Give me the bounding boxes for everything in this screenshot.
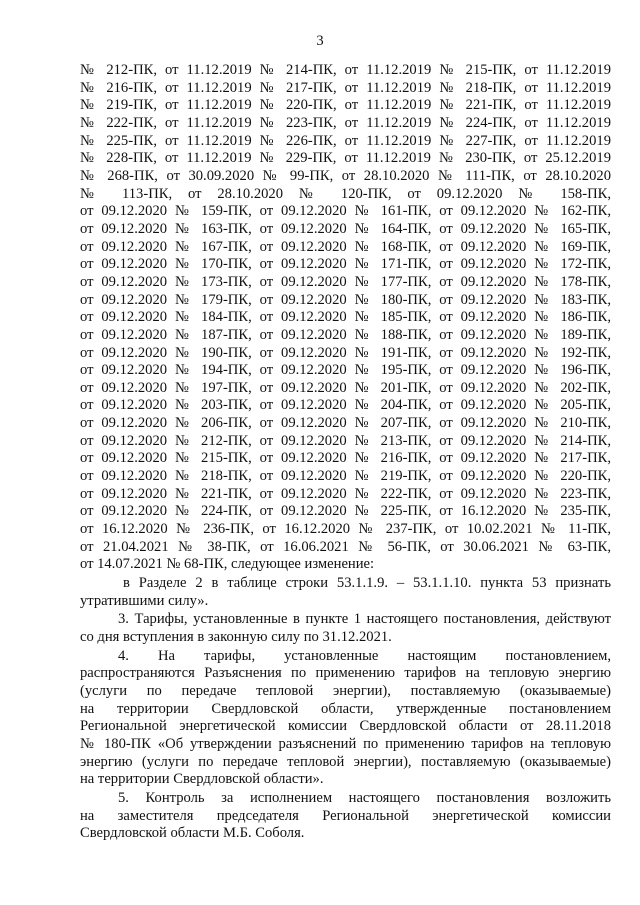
text-line: № 222-ПК, от 11.12.2019 № 223-ПК, от 11.12.2019 № 224-ПК, от 11.12.2019 — [80, 114, 611, 131]
text-line: от 09.12.2020 № 173-ПК, от 09.12.2020 № 177-ПК, от 09.12.2020 № 178-ПК, — [80, 273, 611, 290]
text-line: от 09.12.2020 № 224-ПК, от 09.12.2020 № 225-ПК, от 16.12.2020 № 235-ПК, — [80, 503, 611, 520]
paragraph-4-line: распространяются Разъяснения по применению тарифов на тепловую энергию — [80, 665, 611, 682]
text-line: от 09.12.2020 № 194-ПК, от 09.12.2020 № 195-ПК, от 09.12.2020 № 196-ПК, — [80, 362, 611, 379]
paragraph-4-line: Региональной энергетической комиссии Свердловской области от 28.11.2018 — [80, 718, 611, 735]
paragraph-3-line: со дня вступления в законную силу по 31.12.2021. — [80, 629, 392, 645]
text-line: от 16.12.2020 № 236-ПК, от 16.12.2020 № 237-ПК, от 10.02.2021 № 11-ПК, — [80, 521, 611, 538]
text-line: № 216-ПК, от 11.12.2019 № 217-ПК, от 11.12.2019 № 218-ПК, от 11.12.2019 — [80, 79, 611, 96]
paragraph-4-line: (услуги по передаче тепловой энергии), поставляемую (оказываемые) — [80, 682, 611, 699]
text-line: от 09.12.2020 № 197-ПК, от 09.12.2020 № 201-ПК, от 09.12.2020 № 202-ПК, — [80, 379, 611, 396]
paragraph-4-line: № 180-ПК «Об утверждении разъяснений по применению тарифов на тепловую — [80, 735, 611, 752]
paragraph-4-line: на территории Свердловской области». — [80, 771, 324, 788]
text-line: № 212-ПК, от 11.12.2019 № 214-ПК, от 11.12.2019 № 215-ПК, от 11.12.2019 — [80, 62, 611, 78]
paragraph-4-line: 4. На тарифы, установленные настоящим постановлением, — [118, 647, 611, 664]
text-line: № 219-ПК, от 11.12.2019 № 220-ПК, от 11.12.2019 № 221-ПК, от 11.12.2019 — [80, 97, 611, 114]
text-line: от 09.12.2020 № 167-ПК, от 09.12.2020 № 168-ПК, от 09.12.2020 № 169-ПК, — [80, 238, 611, 255]
text-line: от 09.12.2020 № 163-ПК, от 09.12.2020 № 164-ПК, от 09.12.2020 № 165-ПК, — [80, 220, 611, 237]
text-line: от 09.12.2020 № 179-ПК, от 09.12.2020 № 180-ПК, от 09.12.2020 № 183-ПК, — [80, 291, 611, 308]
paragraph-section2-line: утратившими силу». — [80, 592, 209, 609]
paragraph-5-line: на заместителя председателя Региональной энергетической комиссии — [80, 807, 611, 824]
paragraph-3-line: 3. Тарифы, установленные в пункте 1 настоящего постановления, действуют — [118, 611, 611, 628]
paragraph-5-line: Свердловской области М.Б. Соболя. — [80, 825, 305, 842]
text-line: от 09.12.2020 № 170-ПК, от 09.12.2020 № 171-ПК, от 09.12.2020 № 172-ПК, — [80, 256, 611, 273]
text-line: № 225-ПК, от 11.12.2019 № 226-ПК, от 11.12.2019 № 227-ПК, от 11.12.2019 — [80, 132, 611, 149]
text-line: № 113-ПК, от 28.10.2020 № 120-ПК, от 09.12.2020 № 158-ПК, — [80, 185, 611, 202]
page-number: 3 — [316, 33, 324, 49]
text-line: от 09.12.2020 № 187-ПК, от 09.12.2020 № 188-ПК, от 09.12.2020 № 189-ПК, — [80, 326, 611, 343]
text-line: от 09.12.2020 № 218-ПК, от 09.12.2020 № 219-ПК, от 09.12.2020 № 220-ПК, — [80, 468, 611, 485]
text-line: от 09.12.2020 № 215-ПК, от 09.12.2020 № 216-ПК, от 09.12.2020 № 217-ПК, — [80, 450, 611, 467]
document-body — [80, 62, 611, 843]
text-line: № 228-ПК, от 11.12.2019 № 229-ПК, от 11.12.2019 № 230-ПК, от 25.12.2019 — [80, 150, 611, 167]
text-line: от 21.04.2021 № 38-ПК, от 16.06.2021 № 56-ПК, от 30.06.2021 № 63-ПК, — [80, 538, 611, 555]
text-line: от 09.12.2020 № 190-ПК, от 09.12.2020 № 191-ПК, от 09.12.2020 № 192-ПК, — [80, 344, 611, 361]
text-line: № 268-ПК, от 30.09.2020 № 99-ПК, от 28.10.2020 № 111-ПК, от 28.10.2020 — [80, 167, 611, 184]
paragraph-4-line: энергию (услуги по передаче тепловой энергии), поставляемую (оказываемые) — [80, 753, 611, 770]
text-line: от 14.07.2021 № 68-ПК, следующее изменение: — [80, 556, 375, 573]
paragraph-4-line: на территории Свердловской области, утвержденные постановлением — [80, 700, 611, 717]
text-line: от 09.12.2020 № 203-ПК, от 09.12.2020 № 204-ПК, от 09.12.2020 № 205-ПК, — [80, 397, 611, 414]
text-line: от 09.12.2020 № 221-ПК, от 09.12.2020 № 222-ПК, от 09.12.2020 № 223-ПК, — [80, 485, 611, 502]
paragraph-section2-line: в Разделе 2 в таблице строки 53.1.1.9. – 53.1.1.10. пункта 53 признать — [123, 575, 611, 592]
paragraph-5-line: 5. Контроль за исполнением настоящего постановления возложить — [118, 789, 611, 806]
text-line: от 09.12.2020 № 159-ПК, от 09.12.2020 № 161-ПК, от 09.12.2020 № 162-ПК, — [80, 203, 611, 220]
text-line: от 09.12.2020 № 206-ПК, от 09.12.2020 № 207-ПК, от 09.12.2020 № 210-ПК, — [80, 415, 611, 432]
text-line: от 09.12.2020 № 212-ПК, от 09.12.2020 № 213-ПК, от 09.12.2020 № 214-ПК, — [80, 432, 611, 449]
text-line: от 09.12.2020 № 184-ПК, от 09.12.2020 № 185-ПК, от 09.12.2020 № 186-ПК, — [80, 309, 611, 326]
